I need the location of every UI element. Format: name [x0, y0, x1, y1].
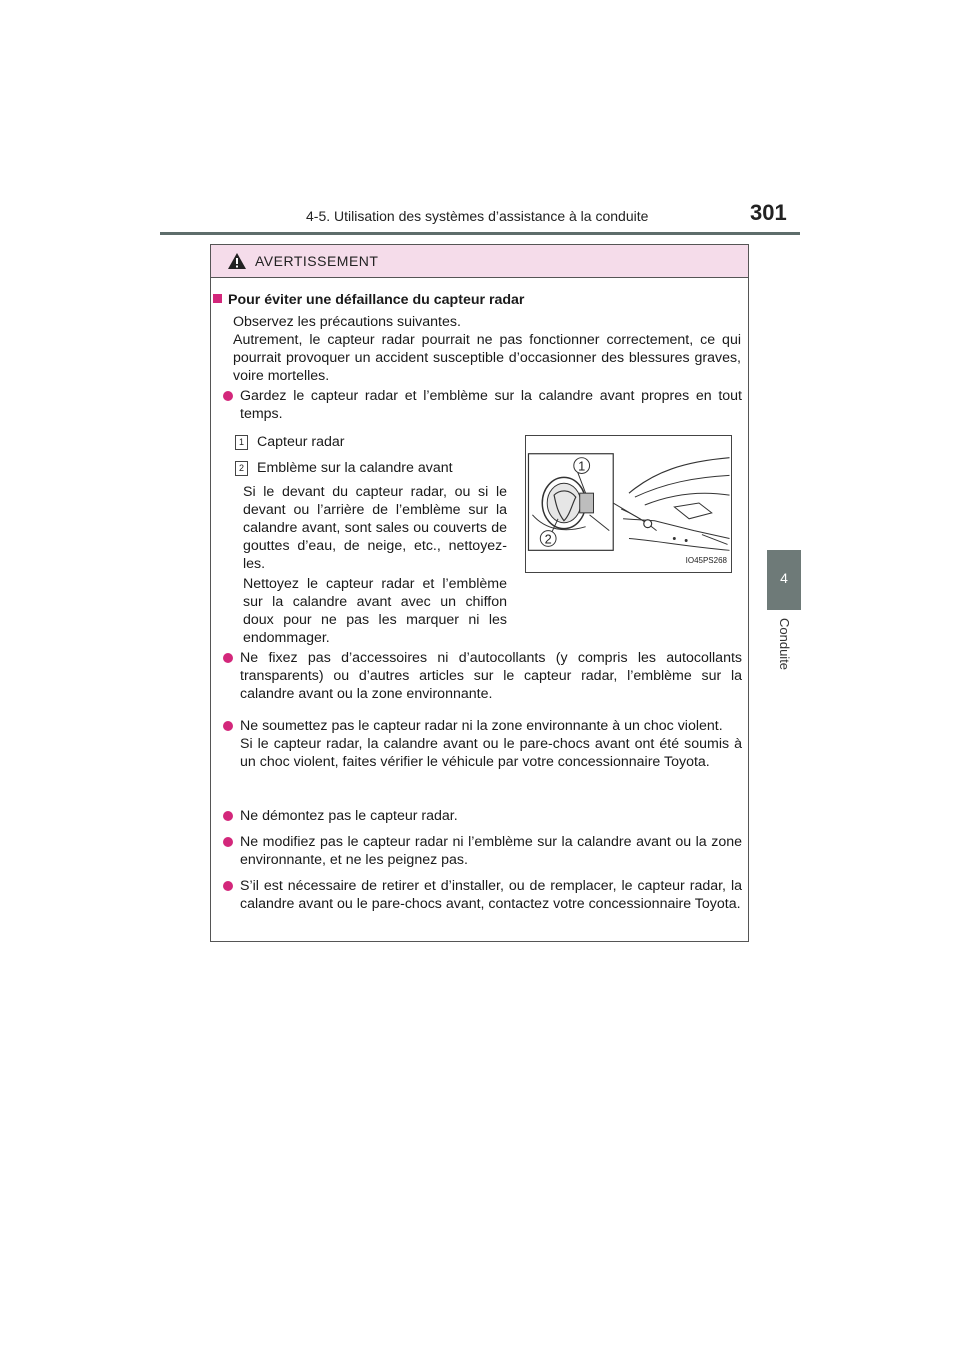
warning-heading [213, 291, 524, 309]
bullet-item [223, 387, 742, 423]
page-number: 301 [750, 200, 787, 225]
bullet-text-extra: Si le capteur radar, la calandre avant ou le pare-chocs avant ont été soumis à un choc violent, faites vérifier le véhicule par votre concessionnaire Toyota. [240, 736, 742, 770]
bullet-item [223, 717, 742, 771]
warning-label: AVERTISSEMENT [255, 253, 379, 269]
bullet-text: S’il est nécessaire de retirer et d’installer, ou de remplacer, le capteur radar, la calandre avant ou le pare-chocs avant, contactez votre concessionnaire Toyota. [240, 878, 742, 912]
chapter-tab [767, 550, 801, 610]
bullet-text: Ne modifiez pas le capteur radar ni l’emblème sur la calandre avant ou la zone environnante, et ne les peignez pas. [240, 834, 742, 868]
radar-sensor-illustration [525, 435, 732, 573]
bullet-dot-icon [223, 837, 233, 847]
bullet-text-main: Ne soumettez pas le capteur radar ni la zone environnante à un choc violent. [240, 718, 723, 734]
bullet-dot-icon [223, 881, 233, 891]
bullet-text: Gardez le capteur radar et l’emblème sur la calandre avant propres en tout temps. [240, 388, 742, 422]
warning-triangle-icon [227, 252, 247, 270]
callout-number: 2 [235, 461, 248, 476]
callout-number: 1 [235, 435, 248, 450]
bullet-text: Ne fixez pas d’accessoires ni d’autocollants (y compris les autocollants transparents) ou d’autres articles sur le capteur radar, l’emblème sur la calandre avant ou la zone environnante. [240, 650, 742, 702]
cleaning-paragraph: Si le devant du capteur radar, ou si le devant ou l’arrière de l’emblème sur la calandre avant, sont sales ou couverts de gouttes d’eau, de neige, etc., nettoyez-les. [243, 484, 507, 572]
bullet-item [223, 877, 742, 913]
legend-item-1 [235, 433, 505, 451]
callout-2-label: 2 [544, 531, 552, 547]
legend-item-2 [235, 459, 505, 477]
warning-heading-text: Pour éviter une défaillance du capteur radar [228, 292, 525, 308]
warning-header [211, 245, 748, 278]
bullet-text: Ne démontez pas le capteur radar. [240, 808, 458, 824]
bullet-dot-icon [223, 811, 233, 821]
bullet-text [240, 717, 742, 771]
legend-label: Capteur radar [257, 434, 345, 450]
cleaning-method-paragraph: Nettoyez le capteur radar et l’emblème sur la calandre avant avec un chiffon doux pour ne pas les marquer ni les endommager. [243, 576, 507, 646]
bullet-dot-icon [223, 721, 233, 731]
chapter-label: Conduite [777, 618, 792, 671]
bullet-dot-icon [223, 653, 233, 663]
bullet-item [223, 833, 742, 869]
intro-line-1: Observez les précautions suivantes. [233, 314, 461, 330]
figure-code: IO45PS268 [685, 556, 727, 565]
legend-label: Emblème sur la calandre avant [257, 460, 453, 476]
bullet-item [223, 807, 742, 825]
header-rule [160, 232, 800, 235]
bullet-item [223, 649, 742, 703]
page-header [160, 200, 800, 236]
chapter-number: 4 [780, 570, 788, 586]
warning-box [210, 244, 749, 942]
square-bullet-icon [213, 294, 222, 303]
section-title: 4-5. Utilisation des systèmes d’assistance à la conduite [306, 208, 649, 224]
bullet-dot-icon [223, 391, 233, 401]
intro-paragraph: Autrement, le capteur radar pourrait ne pas fonctionner correctement, ce qui pourrait provoquer un accident susceptible d’occasionner des blessures graves, voire mortelles. [233, 332, 741, 384]
callout-1-label: 1 [578, 458, 586, 474]
